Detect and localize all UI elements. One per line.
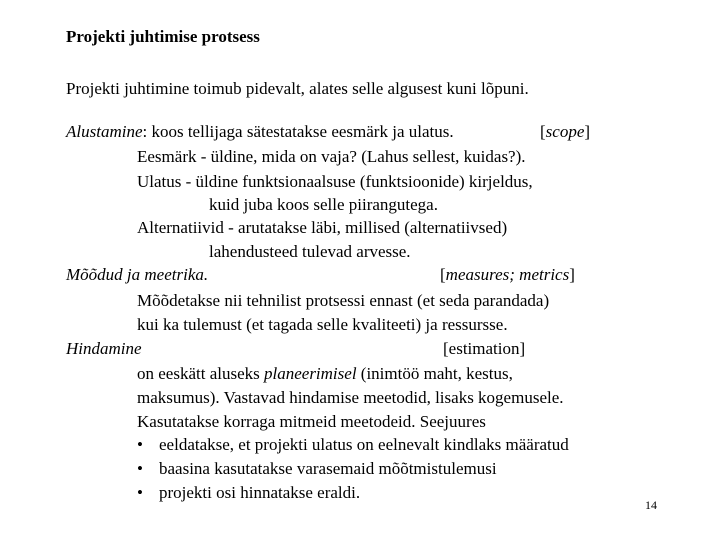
hindamine-term: Hindamine: [66, 339, 142, 358]
ulatus-line-1: Ulatus - üldine funktsionaalsuse (funktsioonide) kirjeldus,: [137, 172, 533, 191]
alustamine-line: [66, 123, 454, 140]
bracket-open: [: [540, 122, 546, 141]
measures-term: measures; metrics: [445, 265, 570, 284]
hindamine-line-1-post: (inimtöö maht, kestus,: [356, 364, 513, 383]
bullet-item: [137, 436, 569, 453]
measures-label: [440, 266, 575, 283]
estimation-label: [estimation]: [443, 339, 526, 358]
bullet-item: [137, 484, 360, 501]
bullet-icon: •: [137, 459, 143, 478]
bracket-close: ]: [569, 265, 575, 284]
hindamine-line-1-pre: on eeskätt aluseks: [137, 364, 264, 383]
alternatiivid-line-1: Alternatiivid - arutatakse läbi, millised (alternatiivsed): [137, 218, 508, 237]
moodud-term: Mõõdud ja meetrika.: [66, 265, 209, 284]
hindamine-line-2: maksumus). Vastavad hindamise meetodid, lisaks kogemusele.: [137, 388, 564, 407]
eesmark-line: Eesmärk - üldine, mida on vaja? (Lahus sellest, kuidas?).: [137, 147, 526, 166]
bracket-close: ]: [584, 122, 591, 141]
bullet-text: eeldatakse, et projekti ulatus on eelnevalt kindlaks määratud: [159, 435, 569, 454]
intro-text: Projekti juhtimine toimub pidevalt, alates selle algusest kuni lõpuni.: [66, 79, 529, 98]
alustamine-text: : koos tellijaga sätestatakse eesmärk ja ulatus.: [142, 122, 454, 141]
planeerimisel-term: planeerimisel: [264, 364, 357, 383]
scope-term: scope: [545, 122, 585, 141]
scope-label: [540, 123, 590, 140]
alustamine-term: Alustamine: [66, 122, 143, 141]
bracket-open: [: [440, 265, 446, 284]
bullet-icon: •: [137, 435, 143, 454]
hindamine-line-1: [137, 365, 513, 382]
ulatus-line-2: kuid juba koos selle piirangutega.: [209, 195, 438, 214]
page-number: 14: [645, 498, 657, 512]
bullet-item: [137, 460, 497, 477]
bullet-icon: •: [137, 483, 143, 502]
bullet-text: baasina kasutatakse varasemaid mõõtmistulemusi: [159, 459, 497, 478]
hindamine-line-3: Kasutatakse korraga mitmeid meetodeid. Seejuures: [137, 412, 486, 431]
alternatiivid-line-2: lahendusteed tulevad arvesse.: [209, 242, 411, 261]
moodud-line-2: kui ka tulemust (et tagada selle kvaliteeti) ja ressursse.: [137, 315, 508, 334]
bullet-text: projekti osi hinnatakse eraldi.: [159, 483, 361, 502]
slide-title: Projekti juhtimise protsess: [66, 27, 260, 46]
moodud-line-1: Mõõdetakse nii tehnilist protsessi ennast (et seda parandada): [137, 291, 550, 310]
